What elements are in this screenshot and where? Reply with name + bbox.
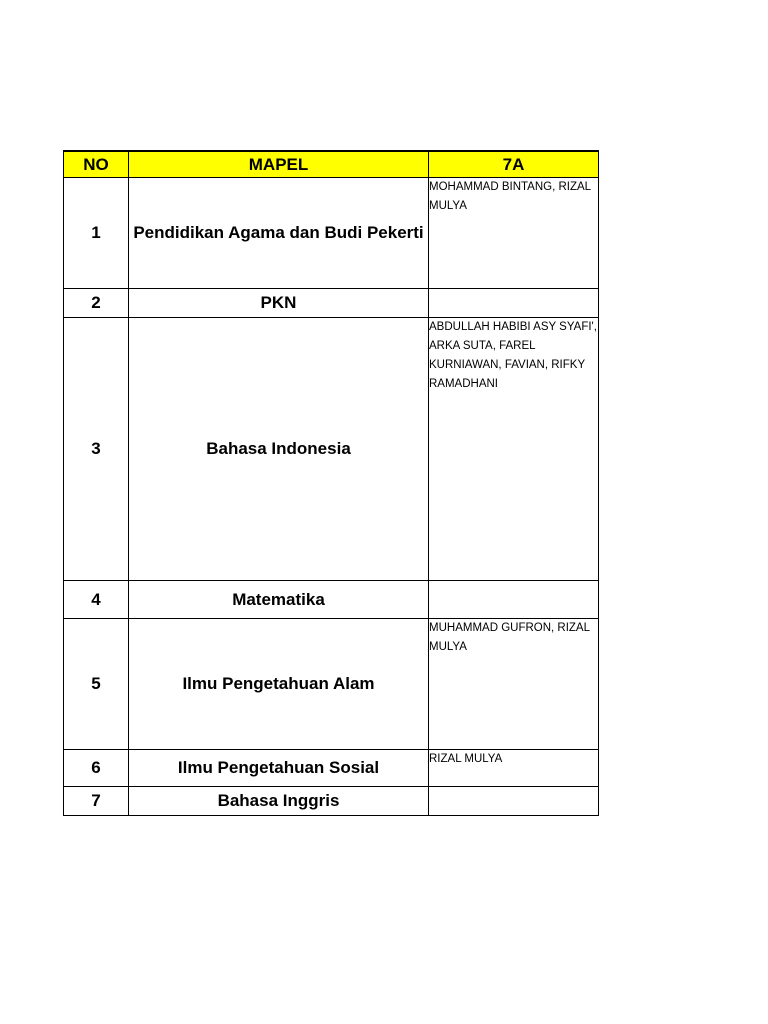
table-row	[64, 318, 599, 581]
student-names: MOHAMMAD BINTANG, RIZAL MULYA	[429, 178, 599, 289]
subject-name: Bahasa Inggris	[129, 787, 429, 816]
student-names	[429, 289, 599, 318]
student-names: MUHAMMAD GUFRON, RIZAL MULYA	[429, 619, 599, 750]
row-number: 4	[64, 581, 129, 619]
header-class: 7A	[429, 151, 599, 178]
row-number: 3	[64, 318, 129, 581]
row-number: 6	[64, 750, 129, 787]
table-row	[64, 750, 599, 787]
subject-name: PKN	[129, 289, 429, 318]
subject-table	[63, 150, 599, 816]
subject-name: Matematika	[129, 581, 429, 619]
header-no: NO	[64, 151, 129, 178]
header-mapel: MAPEL	[129, 151, 429, 178]
row-number: 7	[64, 787, 129, 816]
row-number: 1	[64, 178, 129, 289]
row-number: 5	[64, 619, 129, 750]
subject-name: Ilmu Pengetahuan Alam	[129, 619, 429, 750]
table-row	[64, 581, 599, 619]
subject-name: Bahasa Indonesia	[129, 318, 429, 581]
student-names: ABDULLAH HABIBI ASY SYAFI', ARKA SUTA, FAREL KURNIAWAN, FAVIAN, RIFKY RAMADHANI	[429, 318, 599, 581]
student-names	[429, 581, 599, 619]
table-row	[64, 787, 599, 816]
table-row	[64, 289, 599, 318]
student-names: RIZAL MULYA	[429, 750, 599, 787]
row-number: 2	[64, 289, 129, 318]
header-row	[64, 151, 599, 178]
table-row	[64, 619, 599, 750]
table-row	[64, 178, 599, 289]
subject-name: Ilmu Pengetahuan Sosial	[129, 750, 429, 787]
student-names	[429, 787, 599, 816]
subject-name: Pendidikan Agama dan Budi Pekerti	[129, 178, 429, 289]
